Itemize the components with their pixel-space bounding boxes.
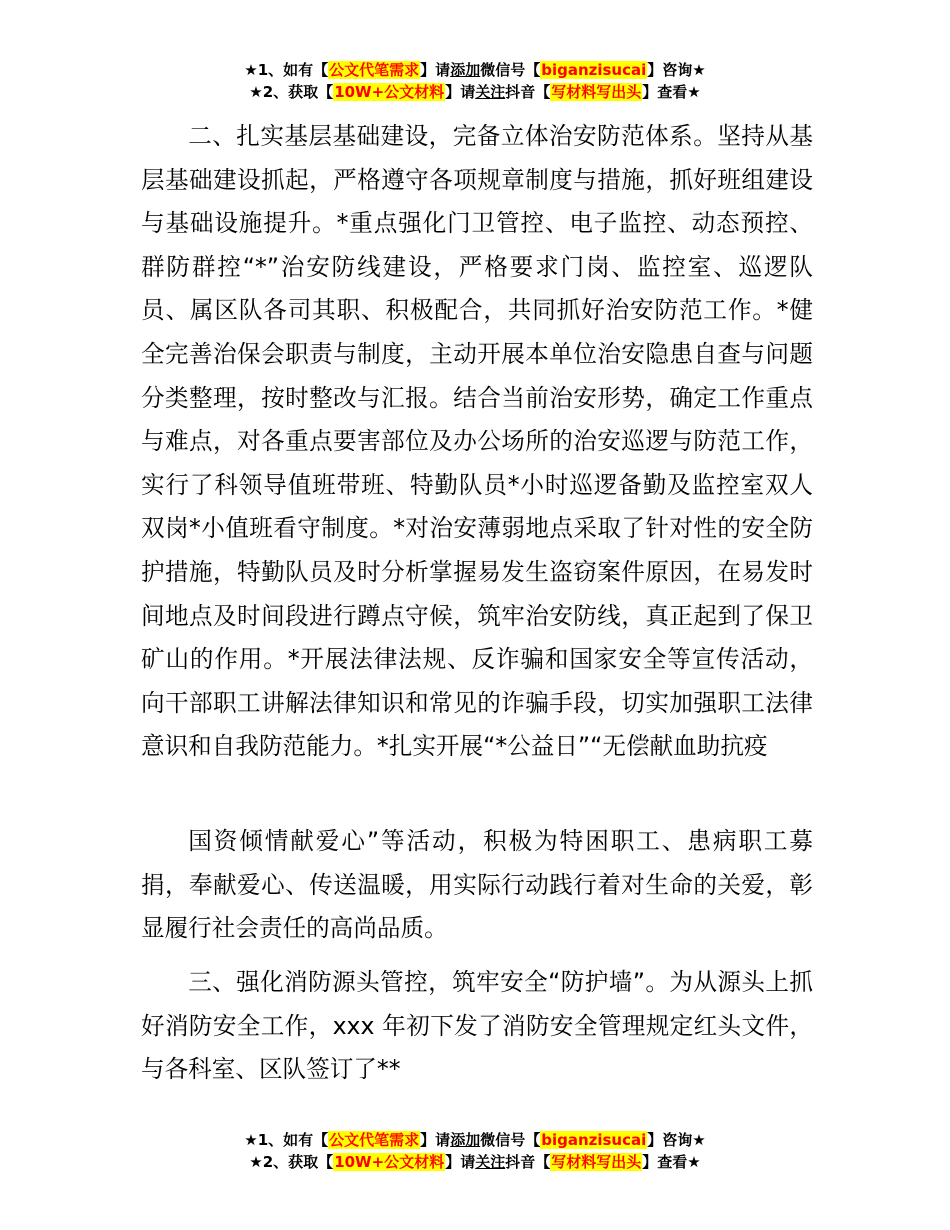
banner-text: 微信号【: [480, 1131, 541, 1149]
highlight-douyin-id: 写材料写出头: [551, 83, 642, 101]
banner-line-1: [0, 59, 950, 81]
highlight-service: 公文代笔需求: [329, 1131, 420, 1149]
banner-emphasis: 关注: [475, 1153, 506, 1171]
banner-text: 】请: [445, 83, 476, 101]
banner-text: ★2、获取【: [249, 1153, 334, 1171]
banner-emphasis: 添加: [450, 1131, 481, 1149]
banner-text: 】咨询★: [647, 1131, 706, 1149]
highlight-materials: 10W+公文材料: [334, 1153, 445, 1171]
banner-text: ★1、如有【: [244, 1131, 329, 1149]
paragraph-fire-safety: 三、强化消防源头管控，筑牢安全“防护墙”。为从源头上抓好消防安全工作，xxx 年初下发了消防安全管理规定红头文件，与各科室、区队签订了**: [141, 968, 813, 1084]
highlight-wechat-id: biganzisucai: [541, 61, 647, 79]
paragraph-charity-activities: 国资倾情献爱心”等活动，积极为特困职工、患病职工募捐，奉献爱心、传送温暖，用实际行动践行着对生命的关爱，彰显履行社会责任的高尚品质。: [141, 827, 813, 943]
banner-text: 】请: [420, 61, 451, 79]
banner-emphasis: 关注: [475, 83, 506, 101]
footer-banner: [0, 1129, 950, 1173]
header-banner: [0, 59, 950, 103]
paragraph-security-infrastructure: 二、扎实基层基础建设，完备立体治安防范体系。坚持从基层基础建设抓起，严格遵守各项规章制度与措施，抓好班组建设与基础设施提升。*重点强化门卫管控、电子监控、动态预控、群防群控“*”治安防线建设，严格要求门岗、监控室、巡逻队员、属区队各司其职、积极配合，共同抓好治安防范工作。*健全完善治保会职责与制度，主动开展本单位治安隐患自查与问题分类整理，按时整改与汇报。结合当前治安形势，确定工作重点与难点，对各重点要害部位及办公场所的治安巡逻与防范工作，实行了科领导值班带班、特勤队员*小时巡逻备勤及监控室双人双岗*小值班看守制度。*对治安薄弱地点采取了针对性的安全防护措施，特勤队员及时分析掌握易发生盗窃案件原因，在易发时间地点及时间段进行蹲点守候，筑牢治安防线，真正起到了保卫矿山的作用。*开展法律法规、反诈骗和国家安全等宣传活动，向干部职工讲解法律知识和常见的诈骗手段，切实加强职工法律意识和自我防范能力。*扎实开展“*公益日”“无偿献血助抗疫: [141, 122, 813, 761]
banner-text: 】请: [445, 1153, 476, 1171]
banner-text: 】请: [420, 1131, 451, 1149]
highlight-douyin-id: 写材料写出头: [551, 1153, 642, 1171]
banner-emphasis: 添加: [450, 61, 481, 79]
highlight-wechat-id: biganzisucai: [541, 1131, 647, 1149]
banner-text: ★2、获取【: [249, 83, 334, 101]
banner-text: 抖音【: [505, 83, 551, 101]
banner-text: 】咨询★: [647, 61, 706, 79]
banner-text: 微信号【: [480, 61, 541, 79]
banner-text: ★1、如有【: [244, 61, 329, 79]
banner-line-2: [0, 81, 950, 103]
banner-text: 抖音【: [505, 1153, 551, 1171]
highlight-service: 公文代笔需求: [329, 61, 420, 79]
banner-line-2: [0, 1151, 950, 1173]
banner-line-1: [0, 1129, 950, 1151]
banner-text: 】查看★: [642, 83, 701, 101]
banner-text: 】查看★: [642, 1153, 701, 1171]
highlight-materials: 10W+公文材料: [334, 83, 445, 101]
